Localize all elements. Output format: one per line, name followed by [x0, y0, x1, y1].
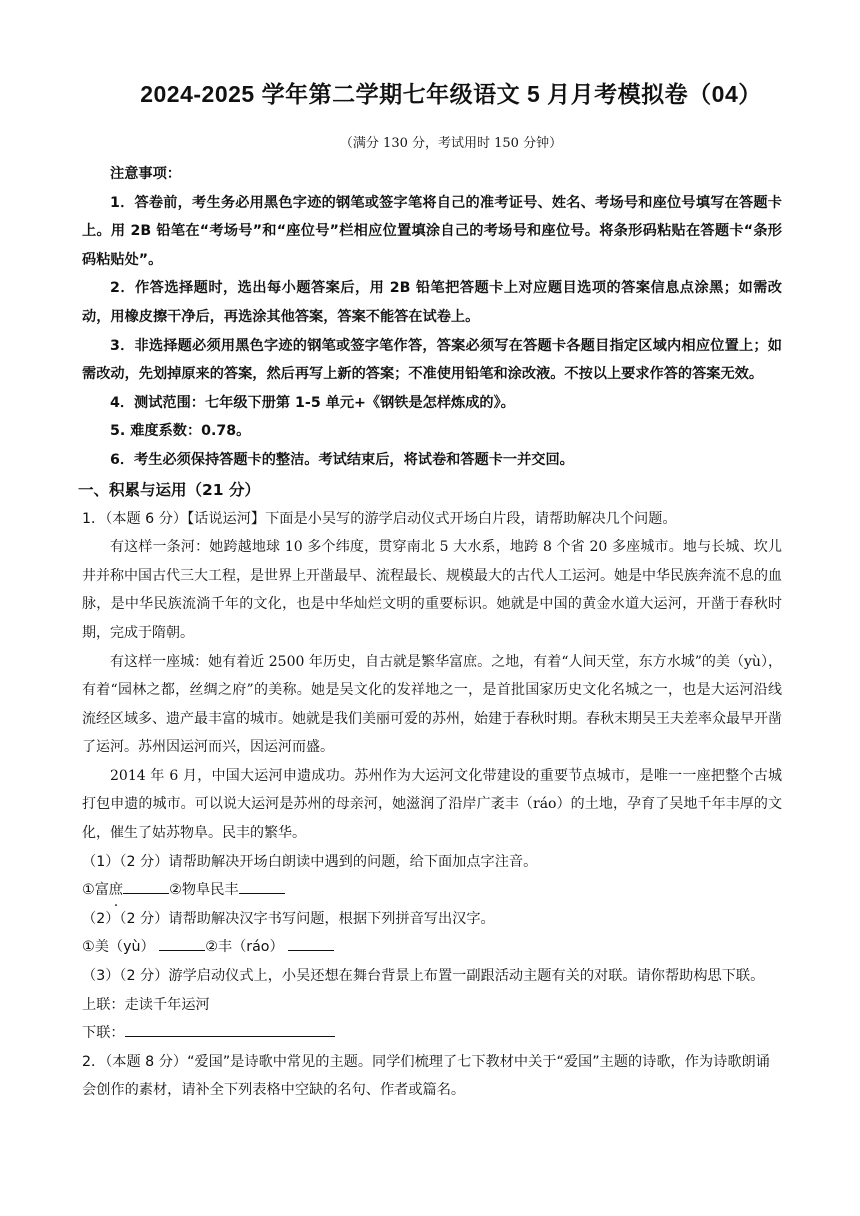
subquestion-2-answers	[82, 933, 782, 962]
answer-label: ①美（yù）	[82, 939, 155, 956]
notice-item-6: 6．考生必须保持答题卡的整洁。考试结束后，将试卷和答题卡一并交回。	[110, 451, 574, 468]
couplet-upper: 上联：走读千年运河	[82, 996, 210, 1013]
couplet-lower-label: 下联：	[82, 1025, 125, 1042]
passage-paragraph-3: 2014 年 6 月，中国大运河申遗成功。苏州作为大运河文化带建设的重要节点城市，是唯一一座把整个古城打包申遗的城市。可以说大运河是苏州的母亲河，她滋润了沿岸广袤丰（ráo）的土地，孕育了吴地千年丰厚的文化，催生了姑苏物阜。民丰的繁华。	[82, 767, 782, 842]
subquestion-3-stem: （3）（2 分）游学启动仪式上，小吴还想在舞台背景上布置一副跟活动主题有关的对联。请你帮助构思下联。	[82, 968, 765, 985]
subquestion-1-answers	[82, 876, 782, 905]
subquestion-1-stem: （1）（2 分）请帮助解决开场白朗读中遇到的问题，给下面加点字注音。	[82, 853, 538, 870]
answer-blank[interactable]	[159, 934, 205, 951]
answer-blank[interactable]	[123, 877, 169, 894]
notice-heading: 注意事项：	[110, 166, 181, 182]
passage-paragraph-1: 有这样一条河：她跨越地球 10 多个纬度，贯穿南北 5 大水系，地跨 8 个省 20 多座城市。地与长城、坎儿井并称中国古代三大工程，是世界上开凿最早、流程最长、规模最大的古代人工运河。她是中华民族奔流不息的血脉，是中华民族流淌千年的文化，也是中华灿烂文明的重要标识。她就是中国的黄金水道大运河，开凿于春秋时期，完成于隋朝。	[82, 539, 782, 641]
answer-label: ①富	[82, 882, 109, 899]
dotted-char: 庶	[108, 882, 124, 899]
question-1-stem: 1．（本题 6 分）【话说运河】下面是小吴写的游学启动仪式开场白片段，请帮助解决几个问题。	[82, 510, 677, 527]
exam-title: 2024-2025 学年第二学期七年级语文 5 月月考模拟卷（04）	[140, 81, 762, 107]
answer-label: ②物阜民丰	[169, 882, 239, 899]
exam-subtitle: （满分 130 分，考试用时 150 分钟）	[339, 136, 563, 151]
answer-blank[interactable]	[239, 877, 285, 894]
question-2-stem: 2．（本题 8 分）“爱国”是诗歌中常见的主题。同学们梳理了七下教材中关于“爱国”主题的诗歌，作为诗歌朗诵会创作的素材，请补全下列表格中空缺的名句、作者或篇名。	[82, 1053, 770, 1099]
section-heading: 一、积累与运用（21 分）	[78, 480, 260, 499]
answer-blank[interactable]	[288, 934, 334, 951]
notice-item-4: 4．测试范围：七年级下册第 1-5 单元+《钢铁是怎样炼成的》。	[110, 394, 515, 411]
answer-blank[interactable]	[125, 1020, 335, 1037]
subquestion-2-stem: （2）（2 分）请帮助解决汉字书写问题，根据下列拼音写出汉字。	[82, 910, 495, 927]
notice-item-5: 5. 难度系数：0.78。	[110, 423, 251, 440]
notice-item-3: 3．非选择题必须用黑色字迹的钢笔或签字笔作答，答案必须写在答题卡各题目指定区域内相应位置上；如需改动，先划掉原来的答案，然后再写上新的答案；不准使用铅笔和涂改液。不按以上要求作答的答案无效。	[82, 337, 782, 383]
notice-item-2: 2．作答选择题时，选出每小题答案后，用 2B 铅笔把答题卡上对应题目选项的答案信息点涂黑；如需改动，用橡皮擦干净后，再选涂其他答案，答案不能答在试卷上。	[82, 280, 782, 325]
notice-item-1: 1．答卷前，考生务必用黑色字迹的钢笔或签字笔将自己的准考证号、姓名、考场号和座位号填写在答题卡上。用 2B 铅笔在“考场号”和“座位号”栏相应位置填涂自己的考场号和座位号。将条形码粘贴在答题卡“条形码粘贴处”。	[82, 194, 782, 268]
passage-paragraph-2: 有这样一座城：她有着近 2500 年历史，自古就是繁华富庶。之地，有着“人间天堂，东方水城”的美（yù），有着“园林之都，丝绸之府”的美称。她是吴文化的发祥地之一，是首批国家历史文化名城之一，也是大运河沿线流经区域多、遗产最丰富的城市。她就是我们美丽可爱的苏州，始建于春秋时期。春秋末期吴王夫差率众最早开凿了运河。苏州因运河而兴，因运河而盛。	[82, 653, 782, 756]
answer-label: ②丰（ráo）	[205, 939, 284, 956]
couplet-lower-line	[82, 1019, 782, 1048]
exam-body	[78, 160, 782, 1105]
